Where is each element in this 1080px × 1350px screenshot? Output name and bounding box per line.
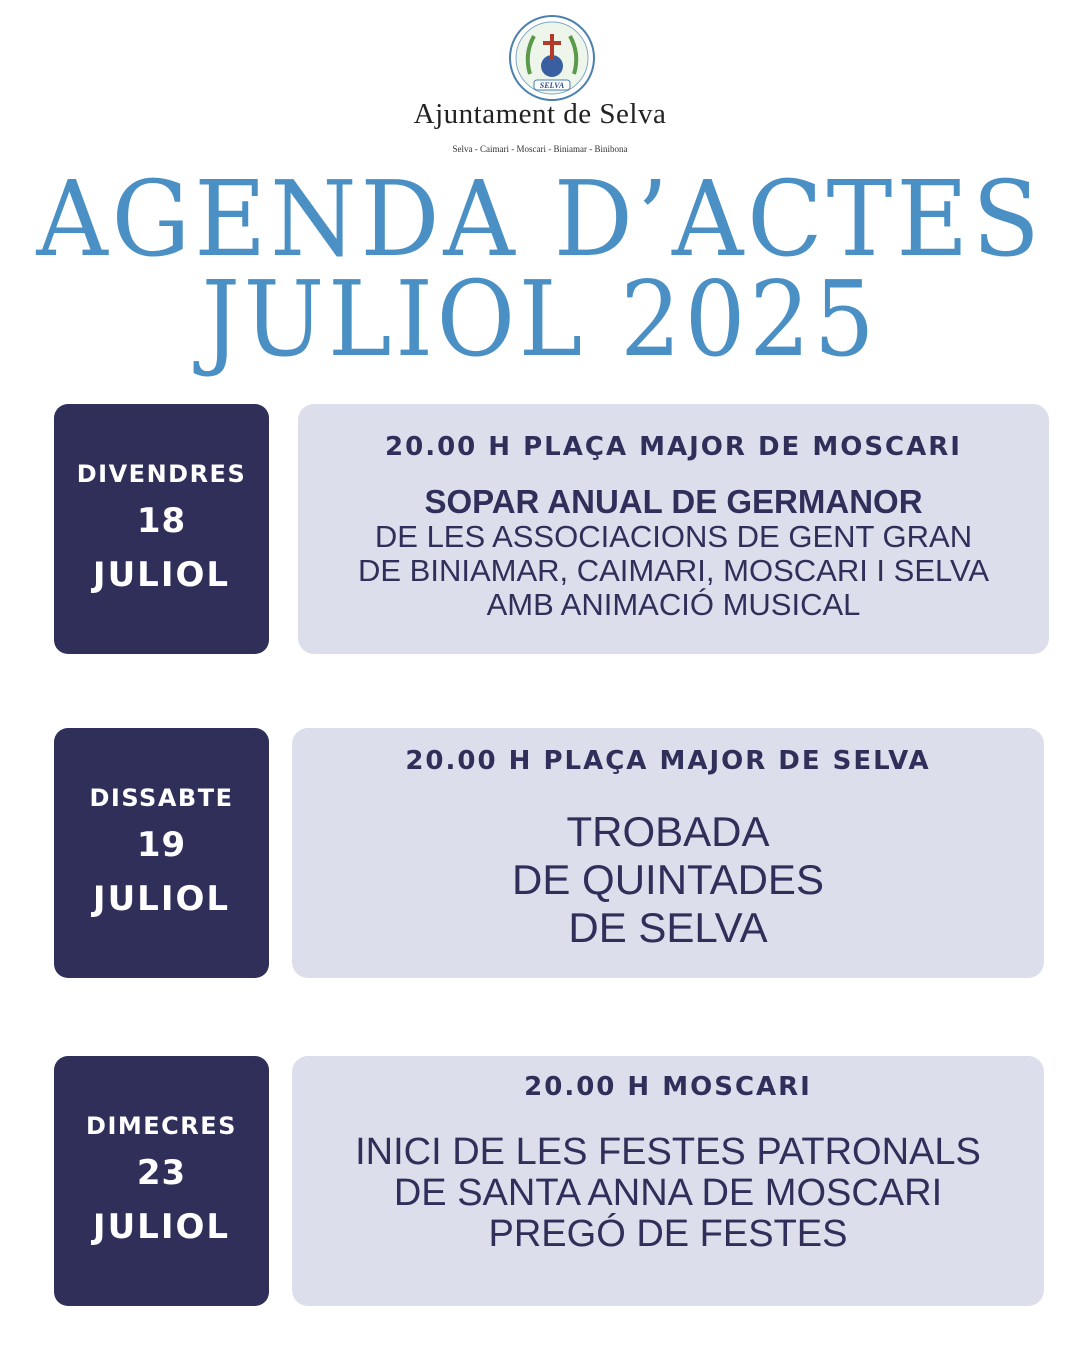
event-day: 23 <box>136 1152 187 1193</box>
event-line: DE LES ASSOCIACIONS DE GENT GRAN <box>374 519 973 554</box>
event-weekday: DIMECRES <box>86 1112 237 1141</box>
event-line: DE SANTA ANNA DE MOSCARI <box>393 1172 943 1214</box>
event-month: JULIOL <box>92 555 231 596</box>
event-line: DE QUINTADES <box>512 856 824 903</box>
event-day: 18 <box>136 500 187 541</box>
event-line: DE BINIAMAR, CAIMARI, MOSCARI I SELVA <box>357 553 990 588</box>
event-description <box>298 484 1049 622</box>
event-day: 19 <box>136 824 187 865</box>
event-weekday: DISSABTE <box>89 784 234 813</box>
event-month: JULIOL <box>92 1207 231 1248</box>
logo-text: SELVA <box>539 81 565 90</box>
org-villages: Selva - Caimari - Moscari - Biniamar - Binibona <box>452 144 628 154</box>
event-line: PREGÓ DE FESTES <box>488 1213 848 1255</box>
event-line: DE SELVA <box>568 904 768 951</box>
event-time-place: 20.00 H PLAÇA MAJOR DE SELVA <box>405 746 931 776</box>
event-info-box <box>298 404 1049 654</box>
event-headline: SOPAR ANUAL DE GERMANOR <box>424 483 923 520</box>
event-line: INICI DE LES FESTES PATRONALS <box>355 1131 981 1173</box>
event-line: AMB ANIMACIÓ MUSICAL <box>486 587 861 622</box>
event-time-place: 20.00 H MOSCARI <box>524 1072 812 1102</box>
event-time-place: 20.00 H PLAÇA MAJOR DE MOSCARI <box>385 432 962 462</box>
event-description <box>292 808 1044 952</box>
title-line-2: JULIOL 2025 <box>201 258 879 380</box>
event-date-box <box>54 404 269 654</box>
event-date-box <box>54 728 269 978</box>
selva-logo <box>508 14 596 102</box>
event-weekday: DIVENDRES <box>76 460 247 489</box>
event-date-box <box>54 1056 269 1306</box>
event-line: TROBADA <box>566 808 770 855</box>
event-description <box>292 1132 1044 1255</box>
event-month: JULIOL <box>92 879 231 920</box>
org-name: Ajuntament de Selva <box>413 98 667 130</box>
event-info-box <box>292 1056 1044 1306</box>
event-info-box <box>292 728 1044 978</box>
title-line-1: AGENDA D’ACTES <box>36 158 1044 280</box>
